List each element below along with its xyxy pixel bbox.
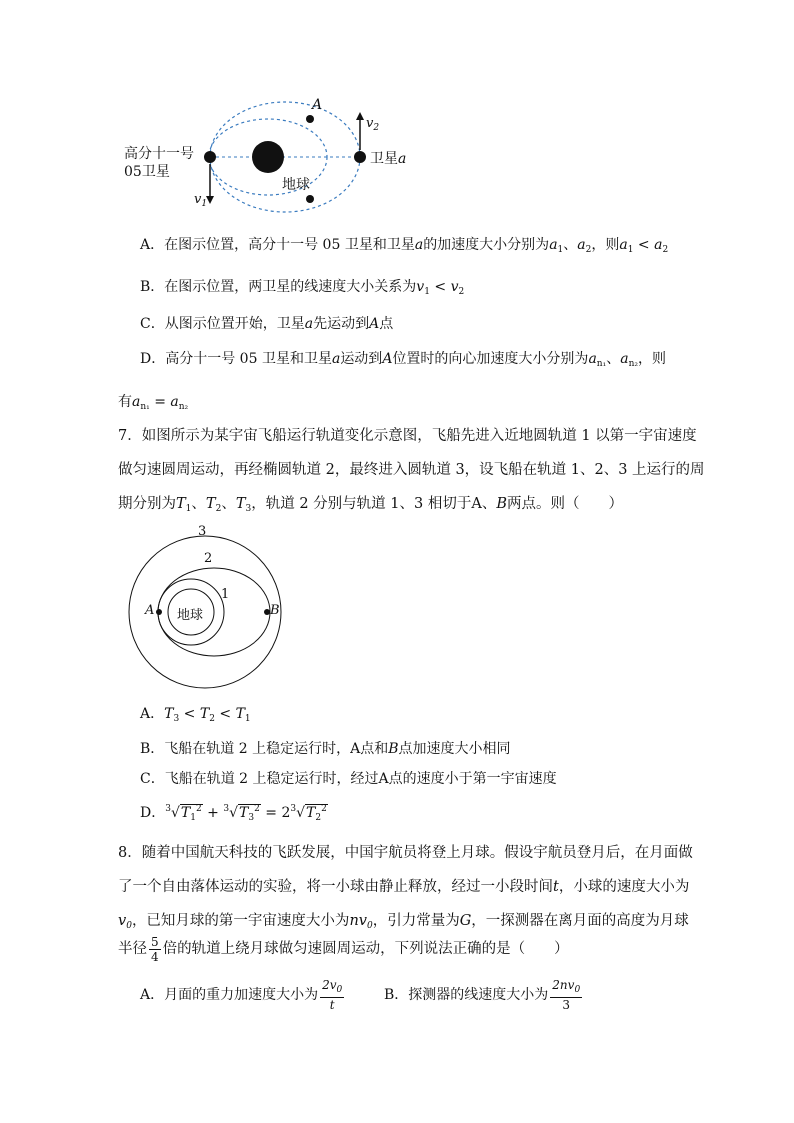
q7-line1: 7．如图所示为某宇宙飞船运行轨道变化示意图，飞船先进入近地圆轨道 1 以第一宇宙速度 (118, 428, 697, 444)
earth-label: 地球 (282, 177, 310, 193)
point-A-dot (306, 115, 314, 123)
satellite-a-dot (354, 151, 366, 163)
point-B-label: B (270, 603, 280, 618)
q6-option-B: B．在图示位置，两卫星的线速度大小关系为$v_1 < v_2$ (140, 279, 465, 297)
q8-option-B: B．探测器的线速度大小为 $\frac{2nv_0}{3}$ (384, 978, 581, 1012)
point-bottom-dot (306, 195, 314, 203)
earth-disc (252, 141, 284, 173)
point-A-label: A (312, 97, 323, 113)
earth-label: 地球 (177, 608, 204, 623)
q8-line2: 了一个自由落体运动的实验，将一小球由静止释放，经过一小段时间t，小球的速度大小为 (118, 879, 690, 895)
q7-line3: 期分别为$T_1$、$T_2$、$T_3$，轨道 2 分别与轨道 1、3 相切于A、B两点。则（ ） (118, 496, 623, 514)
q6-option-D: D．高分十一号 05 卫星和卫星a运动到A位置时的向心加速度大小分别为$a_{n_1}$、$a_{n_2}$，则 (140, 351, 666, 369)
orbit-1-label: 1 (221, 587, 230, 602)
q7-line2: 做匀速圆周运动，再经椭圆轨道 2，最终进入圆轨道 3，设飞船在轨道 1、2、3 上运行的周 (118, 462, 705, 478)
q7-option-D: D．$^3√T_1^2 + ^3√T_3^2 = 2^3√T_2^2$ (140, 804, 327, 823)
satellite-a-label: 卫星a (370, 151, 407, 167)
q8-line4: 半径 $\frac{5}{4}$ 倍的轨道上绕月球做匀速圆周运动，下列说法正确的是（ ） (118, 934, 569, 964)
fraction-5-4: $\frac{5}{4}$ (151, 934, 159, 964)
orbit-3-label: 3 (198, 524, 207, 539)
point-A-dot (156, 609, 162, 615)
orbit-2-label: 2 (204, 551, 213, 566)
point-A-label: A (145, 603, 155, 618)
q6-option-A: A．在图示位置，高分十一号 05 卫星和卫星a的加速度大小分别为$a_1$、$a_2$，则$a_1 < a_2$ (140, 237, 669, 255)
q7-option-C: C．飞船在轨道 2 上稳定运行时，经过A点的速度小于第一宇宙速度 (140, 771, 557, 787)
q8-option-A: A．月面的重力加速度大小为 $\frac{2v_0}{t}$ (140, 978, 343, 1012)
gaofen-satellite-dot (204, 151, 216, 163)
v2-label: $v_2$ (366, 116, 380, 133)
v1-label: $v_1$ (194, 192, 208, 209)
q6-option-D-cont: 有$a_{n_1} = a_{n_2}$ (118, 394, 189, 412)
q8-line1: 8．随着中国航天科技的飞跃发展，中国宇航员将登上月球。假设宇航员登月后，在月面做 (118, 845, 693, 861)
gaofen-label: 高分十一号 05卫星 (124, 146, 194, 180)
q7-option-A: A．$T_3 < T_2 < T_1$ (140, 706, 251, 724)
q6-option-C: C．从图示位置开始，卫星a先运动到A点 (140, 316, 394, 332)
q8-line3: $v_0$，已知月球的第一宇宙速度大小为$nv_0$，引力常量为G，一探测器在离月面的高度为月球 (118, 913, 689, 931)
q7-option-B: B．飞船在轨道 2 上稳定运行时，A点和B点加速度大小相同 (140, 741, 511, 757)
